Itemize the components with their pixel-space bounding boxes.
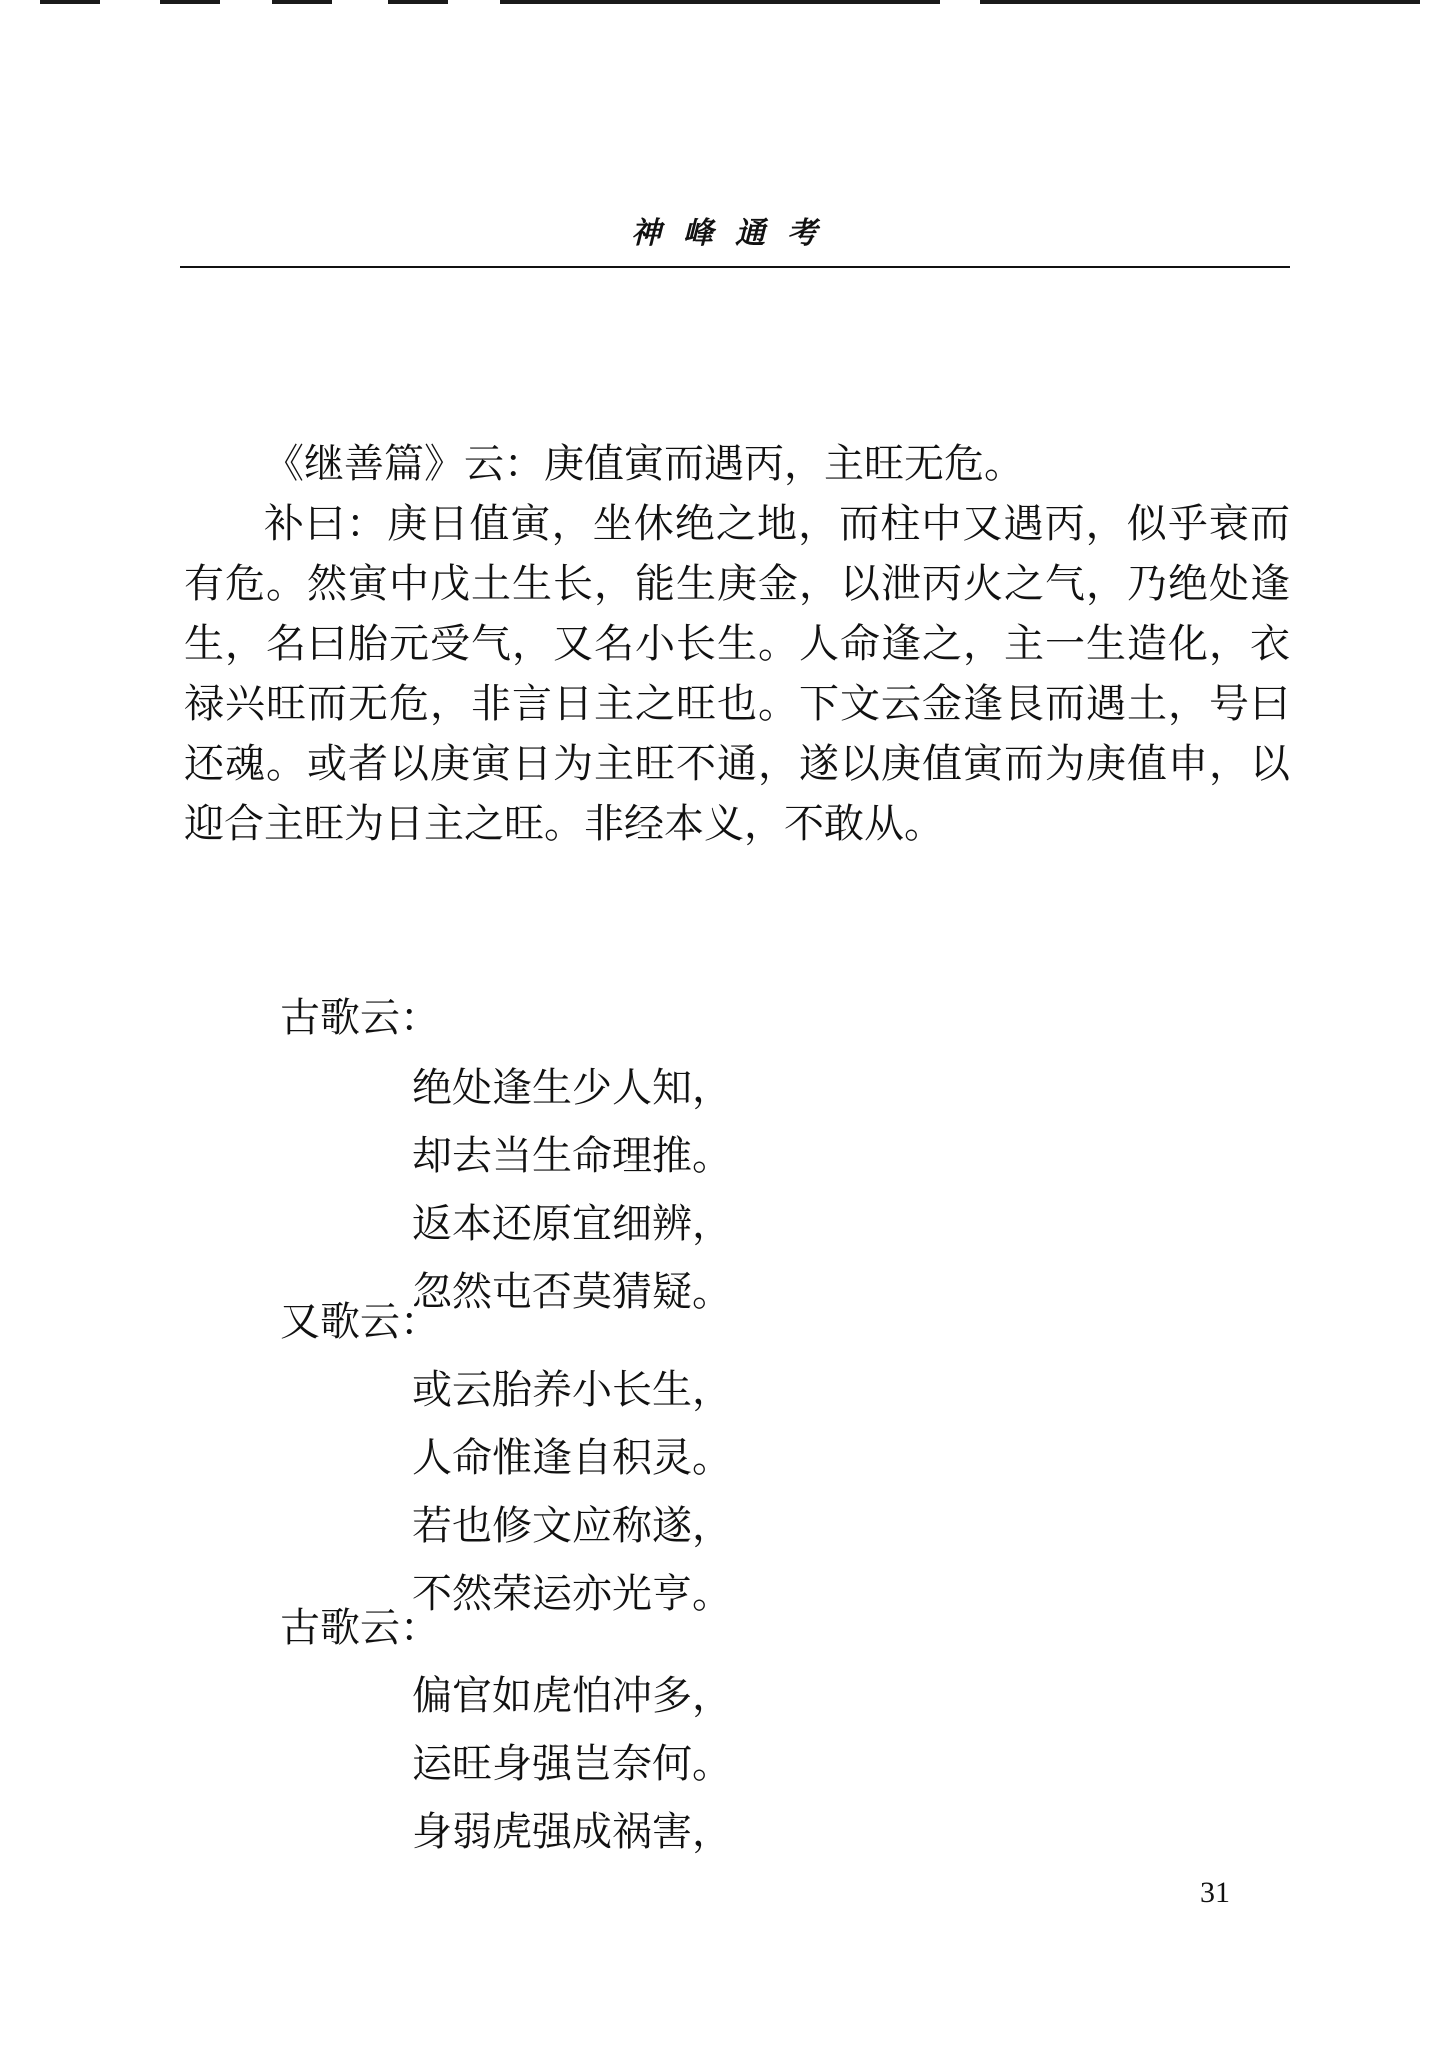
verse-line: 偏官如虎怕冲多， bbox=[412, 1673, 732, 1719]
song-verse bbox=[412, 1662, 732, 1866]
verse-line: 人命惟逢自积灵。 bbox=[412, 1435, 732, 1481]
top-scan-edge bbox=[0, 0, 1448, 8]
running-title: 神峰通考 bbox=[631, 216, 839, 251]
verse-line: 返本还原宜细辨， bbox=[412, 1201, 732, 1247]
verse-line: 若也修文应称遂， bbox=[412, 1503, 732, 1549]
song-verse bbox=[412, 1054, 732, 1326]
song-verse bbox=[412, 1356, 732, 1628]
verse-line: 绝处逢生少人知， bbox=[412, 1065, 732, 1111]
song-heading: 又歌云： bbox=[280, 1299, 440, 1345]
verse-line: 忽然屯否莫猜疑。 bbox=[412, 1269, 732, 1315]
verse-line: 或云胎养小长生， bbox=[412, 1367, 732, 1413]
commentary-paragraph: 补曰：庚日值寅，坐休绝之地，而柱中又遇丙，似乎衰而有危。然寅中戊土生长，能生庚金，以泄丙火之气，乃绝处逢生，名曰胎元受气，又名小长生。人命逢之，主一生造化，衣禄兴旺而无危，非言日主之旺也。下文云金逢艮而遇土，号曰还魂。或者以庚寅日为主旺不通，遂以庚值寅而为庚值申，以迎合主旺为日主之旺。非经本义，不敢从。 bbox=[184, 501, 1290, 847]
song-heading: 古歌云： bbox=[280, 1605, 440, 1651]
page-number: 31 bbox=[1200, 1876, 1230, 1909]
header-rule bbox=[180, 266, 1290, 268]
verse-line: 却去当生命理推。 bbox=[412, 1133, 732, 1179]
song-heading: 古歌云： bbox=[280, 995, 440, 1041]
quote-paragraph: 《继善篇》云：庚值寅而遇丙，主旺无危。 bbox=[264, 441, 1024, 487]
verse-line: 运旺身强岂奈何。 bbox=[412, 1741, 732, 1787]
verse-line: 身弱虎强成祸害， bbox=[412, 1809, 732, 1855]
verse-line: 不然荣运亦光亨。 bbox=[412, 1571, 732, 1617]
